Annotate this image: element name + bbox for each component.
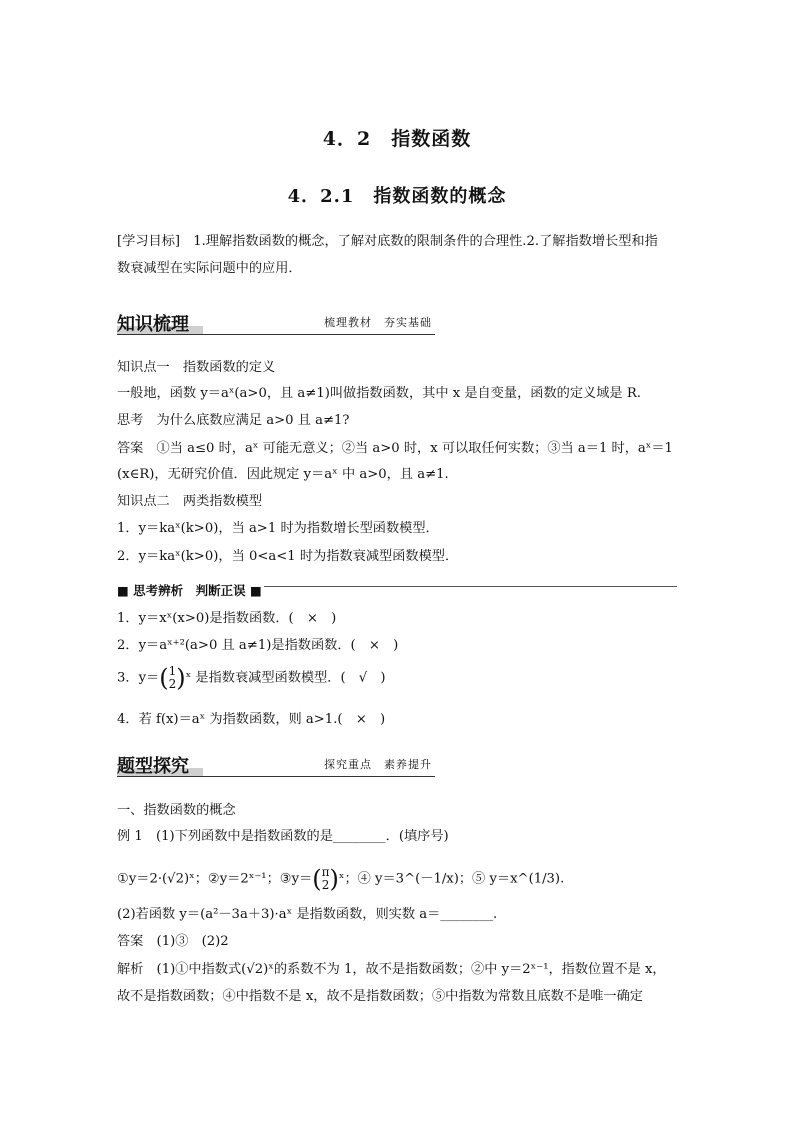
- page-title: 4．2 指数函数: [322, 128, 472, 150]
- learning-objectives: [学习目标] 1.理解指数函数的概念，了解对底数的限制条件的合理性.2.了解指数增长型和指: [117, 234, 658, 249]
- answer-1: 答案 ①当 a≤0 时，aˣ 可能无意义；②当 a>0 时，x 可以取任何实数；③当 a＝1 时，aˣ＝1: [117, 441, 673, 456]
- section-header-types: [117, 752, 437, 778]
- knowledge-point-2-title: 知识点二 两类指数模型: [117, 494, 263, 509]
- fraction-denominator: 2: [321, 878, 330, 892]
- options-suffix: ˣ；④ y＝3^(－1/x)；⑤ y＝x^(1/3).: [338, 871, 565, 887]
- section-header-knowledge: [117, 310, 437, 336]
- judge-item-3-prefix: 3．y＝: [117, 670, 160, 686]
- judge-item-2: 2．y＝aˣ⁺²(a>0 且 a≠1)是指数函数．( × ): [117, 638, 399, 653]
- fraction-denominator: 2: [168, 677, 177, 691]
- knowledge-point-2-item-2: 2．y＝kaˣ(k>0)，当 0<a<1 时为指数衰减型函数模型．: [117, 549, 459, 564]
- example-1-options: [117, 866, 679, 892]
- judge-item-1: 1．y＝xˣ(x>0)是指数函数．( × ): [117, 611, 337, 626]
- right-paren: ): [176, 664, 186, 692]
- judge-item-3-suffix: ˣ 是指数衰减型函数模型．( √ ): [185, 670, 386, 686]
- section-header-title: 题型探究: [117, 756, 189, 777]
- think-judge-rule: [264, 586, 677, 587]
- knowledge-point-1-title: 知识点一 指数函数的定义: [117, 360, 276, 375]
- type-1-title: 一、指数函数的概念: [117, 803, 236, 818]
- section-header-title: 知识梳理: [117, 314, 189, 335]
- judge-item-4: 4．若 f(x)＝aˣ 为指数函数，则 a>1.( × ): [117, 712, 386, 727]
- answer-1-cont: (x∈R)，无研究价值．因此规定 y＝aˣ 中 a>0，且 a≠1.: [117, 467, 449, 482]
- think-judge-header: [117, 581, 677, 598]
- right-paren: ): [329, 865, 339, 893]
- knowledge-point-1-text: 一般地，函数 y＝aˣ(a>0，且 a≠1)叫做指数函数，其中 x 是自变量，函数的定义域是 R.: [117, 386, 641, 401]
- section-header-rule: [117, 776, 435, 777]
- left-paren: (: [159, 664, 169, 692]
- section-header-rule: [117, 334, 435, 335]
- think-question: 思考 为什么底数应满足 a>0 且 a≠1?: [117, 413, 350, 428]
- analysis: 解析 (1)①中指数式(√2)ˣ的系数不为 1，故不是指数函数；②中 y＝2ˣ⁻¹，指数位置不是 x，: [117, 962, 666, 977]
- judge-item-3: [117, 665, 679, 691]
- answer-2: 答案 (1)③ (2)2: [117, 934, 229, 949]
- learning-objectives-cont: 数衰减型在实际问题中的应用．: [117, 261, 302, 276]
- fraction-pi-over-2: [322, 866, 330, 892]
- example-1-part-1: 例 1 (1)下列函数中是指数函数的是________．(填序号): [117, 829, 449, 844]
- section-title: 4．2.1 指数函数的概念: [287, 186, 507, 207]
- knowledge-point-2-item-1: 1．y＝kaˣ(k>0)，当 a>1 时为指数增长型函数模型．: [117, 521, 439, 536]
- section-header-subtitle: 探究重点 素养提升: [324, 758, 432, 771]
- left-paren: (: [312, 865, 322, 893]
- fraction-numerator: π: [321, 865, 330, 879]
- section-header-subtitle: 梳理教材 夯实基础: [324, 316, 432, 329]
- example-1-part-2: (2)若函数 y＝(a²－3a＋3)·aˣ 是指数函数，则实数 a＝________.: [117, 907, 498, 922]
- analysis-cont: 故不是指数函数；④中指数不是 x，故不是指数函数；⑤中指数为常数且底数不是唯一确定: [117, 989, 643, 1004]
- fraction-numerator: 1: [168, 664, 177, 678]
- think-judge-label: ■ 思考辨析 判断正误 ■: [117, 583, 262, 598]
- options-prefix: ①y＝2·(√2)ˣ；②y＝2ˣ⁻¹；③y＝: [117, 871, 313, 887]
